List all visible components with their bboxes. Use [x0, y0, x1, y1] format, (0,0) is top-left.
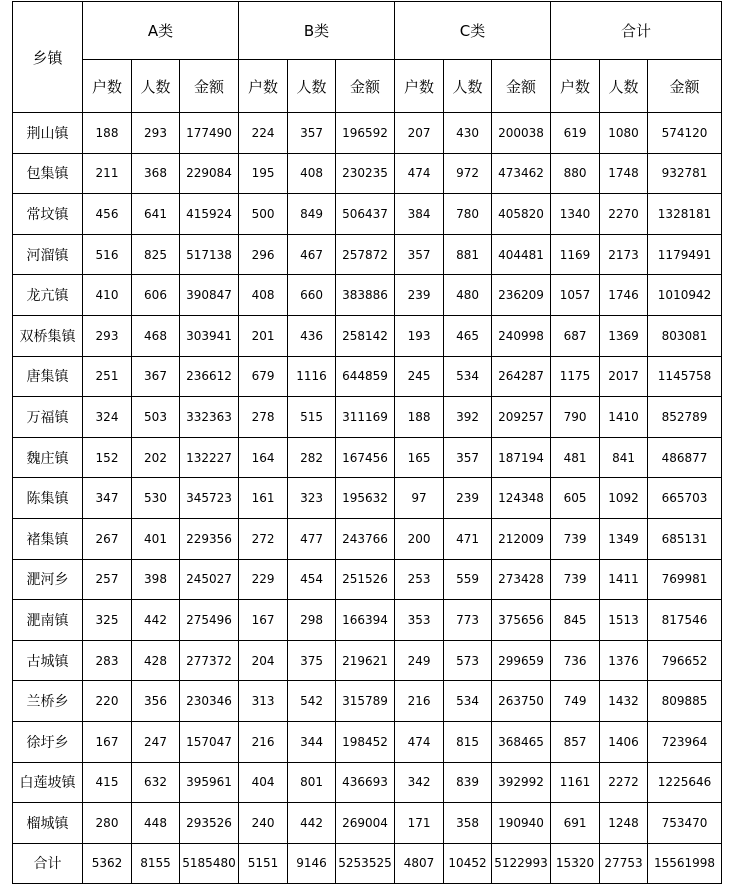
value-cell: 430 [444, 113, 492, 154]
value-cell: 303941 [180, 315, 239, 356]
table-row [13, 600, 722, 641]
value-cell: 2270 [600, 194, 648, 235]
value-cell: 881 [444, 234, 492, 275]
town-cell: 万福镇 [13, 397, 83, 438]
value-cell: 311169 [336, 397, 395, 438]
table-row [13, 762, 722, 803]
value-cell: 161 [239, 478, 288, 519]
value-cell: 606 [132, 275, 180, 316]
value-cell: 5151 [239, 843, 288, 884]
value-cell: 436693 [336, 762, 395, 803]
value-cell: 375 [288, 640, 336, 681]
value-cell: 534 [444, 681, 492, 722]
value-cell: 251526 [336, 559, 395, 600]
value-cell: 229356 [180, 518, 239, 559]
value-cell: 323 [288, 478, 336, 519]
value-cell: 619 [551, 113, 600, 154]
value-cell: 401 [132, 518, 180, 559]
value-cell: 315789 [336, 681, 395, 722]
value-cell: 27753 [600, 843, 648, 884]
value-cell: 384 [395, 194, 444, 235]
value-cell: 188 [83, 113, 132, 154]
value-cell: 468 [132, 315, 180, 356]
value-cell: 229 [239, 559, 288, 600]
town-cell: 兰桥乡 [13, 681, 83, 722]
value-cell: 253 [395, 559, 444, 600]
value-cell: 283 [83, 640, 132, 681]
value-cell: 298 [288, 600, 336, 641]
town-cell: 陈集镇 [13, 478, 83, 519]
value-cell: 1432 [600, 681, 648, 722]
header-sub-amount: 金额 [648, 60, 722, 113]
value-cell: 257872 [336, 234, 395, 275]
table-row [13, 478, 722, 519]
value-cell: 817546 [648, 600, 722, 641]
value-cell: 687 [551, 315, 600, 356]
header-sub-households: 户数 [239, 60, 288, 113]
value-cell: 229084 [180, 153, 239, 194]
value-cell: 1410 [600, 397, 648, 438]
value-cell: 324 [83, 397, 132, 438]
value-cell: 852789 [648, 397, 722, 438]
value-cell: 1248 [600, 803, 648, 844]
value-cell: 517138 [180, 234, 239, 275]
value-cell: 415924 [180, 194, 239, 235]
value-cell: 190940 [492, 803, 551, 844]
value-cell: 245 [395, 356, 444, 397]
value-cell: 2173 [600, 234, 648, 275]
value-cell: 559 [444, 559, 492, 600]
value-cell: 474 [395, 153, 444, 194]
header-group-b: B类 [239, 2, 395, 60]
value-cell: 1748 [600, 153, 648, 194]
table-row [13, 356, 722, 397]
value-cell: 342 [395, 762, 444, 803]
value-cell: 204 [239, 640, 288, 681]
value-cell: 849 [288, 194, 336, 235]
value-cell: 9146 [288, 843, 336, 884]
value-cell: 368 [132, 153, 180, 194]
value-cell: 486877 [648, 437, 722, 478]
value-cell: 1145758 [648, 356, 722, 397]
value-cell: 481 [551, 437, 600, 478]
value-cell: 398 [132, 559, 180, 600]
value-cell: 216 [239, 721, 288, 762]
value-cell: 240998 [492, 315, 551, 356]
value-cell: 216 [395, 681, 444, 722]
header-sub-people: 人数 [444, 60, 492, 113]
value-cell: 277372 [180, 640, 239, 681]
header-sub-people: 人数 [288, 60, 336, 113]
value-cell: 932781 [648, 153, 722, 194]
town-cell: 常坟镇 [13, 194, 83, 235]
value-cell: 477 [288, 518, 336, 559]
value-cell: 272 [239, 518, 288, 559]
value-cell: 157047 [180, 721, 239, 762]
value-cell: 410 [83, 275, 132, 316]
value-cell: 375656 [492, 600, 551, 641]
value-cell: 344 [288, 721, 336, 762]
value-cell: 196592 [336, 113, 395, 154]
value-cell: 448 [132, 803, 180, 844]
value-cell: 347 [83, 478, 132, 519]
value-cell: 166394 [336, 600, 395, 641]
value-cell: 212009 [492, 518, 551, 559]
value-cell: 358 [444, 803, 492, 844]
value-cell: 474 [395, 721, 444, 762]
value-cell: 1513 [600, 600, 648, 641]
value-cell: 5362 [83, 843, 132, 884]
value-cell: 2272 [600, 762, 648, 803]
table-body [13, 113, 722, 884]
header-sub-amount: 金额 [180, 60, 239, 113]
header-sub-households: 户数 [83, 60, 132, 113]
header-sub-people: 人数 [132, 60, 180, 113]
value-cell: 467 [288, 234, 336, 275]
header-row-sub [13, 60, 722, 113]
value-cell: 167 [83, 721, 132, 762]
value-cell: 357 [395, 234, 444, 275]
value-cell: 739 [551, 559, 600, 600]
value-cell: 665703 [648, 478, 722, 519]
value-cell: 845 [551, 600, 600, 641]
header-sub-households: 户数 [395, 60, 444, 113]
value-cell: 263750 [492, 681, 551, 722]
header-sub-households: 户数 [551, 60, 600, 113]
town-cell: 双桥集镇 [13, 315, 83, 356]
value-cell: 880 [551, 153, 600, 194]
value-cell: 201 [239, 315, 288, 356]
town-cell: 白莲坡镇 [13, 762, 83, 803]
table-row [13, 640, 722, 681]
value-cell: 473462 [492, 153, 551, 194]
table-row [13, 803, 722, 844]
value-cell: 392992 [492, 762, 551, 803]
value-cell: 825 [132, 234, 180, 275]
value-cell: 442 [288, 803, 336, 844]
value-cell: 188 [395, 397, 444, 438]
value-cell: 839 [444, 762, 492, 803]
value-cell: 1092 [600, 478, 648, 519]
value-cell: 299659 [492, 640, 551, 681]
value-cell: 392 [444, 397, 492, 438]
value-cell: 132227 [180, 437, 239, 478]
header-sub-people: 人数 [600, 60, 648, 113]
town-cell: 淝河乡 [13, 559, 83, 600]
value-cell: 736 [551, 640, 600, 681]
value-cell: 436 [288, 315, 336, 356]
value-cell: 515 [288, 397, 336, 438]
value-cell: 293 [132, 113, 180, 154]
table-row [13, 681, 722, 722]
value-cell: 500 [239, 194, 288, 235]
value-cell: 456 [83, 194, 132, 235]
value-cell: 164 [239, 437, 288, 478]
value-cell: 803081 [648, 315, 722, 356]
value-cell: 1010942 [648, 275, 722, 316]
value-cell: 97 [395, 478, 444, 519]
value-cell: 195 [239, 153, 288, 194]
value-cell: 293 [83, 315, 132, 356]
value-cell: 5185480 [180, 843, 239, 884]
value-cell: 247 [132, 721, 180, 762]
value-cell: 15561998 [648, 843, 722, 884]
value-cell: 632 [132, 762, 180, 803]
value-cell: 198452 [336, 721, 395, 762]
value-cell: 209257 [492, 397, 551, 438]
value-cell: 841 [600, 437, 648, 478]
value-cell: 679 [239, 356, 288, 397]
value-cell: 542 [288, 681, 336, 722]
table-row [13, 559, 722, 600]
value-cell: 167 [239, 600, 288, 641]
value-cell: 15320 [551, 843, 600, 884]
value-cell: 801 [288, 762, 336, 803]
town-cell: 徐圩乡 [13, 721, 83, 762]
town-cell: 榴城镇 [13, 803, 83, 844]
value-cell: 442 [132, 600, 180, 641]
value-cell: 275496 [180, 600, 239, 641]
value-cell: 405820 [492, 194, 551, 235]
value-cell: 367 [132, 356, 180, 397]
header-sub-amount: 金额 [336, 60, 395, 113]
town-cell: 包集镇 [13, 153, 83, 194]
town-cell: 魏庄镇 [13, 437, 83, 478]
value-cell: 224 [239, 113, 288, 154]
value-cell: 1169 [551, 234, 600, 275]
value-cell: 1161 [551, 762, 600, 803]
value-cell: 390847 [180, 275, 239, 316]
total-row [13, 843, 722, 884]
town-cell: 褚集镇 [13, 518, 83, 559]
value-cell: 187194 [492, 437, 551, 478]
value-cell: 296 [239, 234, 288, 275]
value-cell: 605 [551, 478, 600, 519]
value-cell: 202 [132, 437, 180, 478]
value-cell: 383886 [336, 275, 395, 316]
value-cell: 177490 [180, 113, 239, 154]
value-cell: 171 [395, 803, 444, 844]
value-cell: 219621 [336, 640, 395, 681]
value-cell: 1411 [600, 559, 648, 600]
value-cell: 1369 [600, 315, 648, 356]
value-cell: 454 [288, 559, 336, 600]
table-row [13, 153, 722, 194]
value-cell: 471 [444, 518, 492, 559]
value-cell: 8155 [132, 843, 180, 884]
value-cell: 1116 [288, 356, 336, 397]
data-table [12, 1, 722, 884]
value-cell: 530 [132, 478, 180, 519]
value-cell: 264287 [492, 356, 551, 397]
town-cell: 荆山镇 [13, 113, 83, 154]
value-cell: 239 [444, 478, 492, 519]
value-cell: 249 [395, 640, 444, 681]
value-cell: 404481 [492, 234, 551, 275]
value-cell: 644859 [336, 356, 395, 397]
value-cell: 240 [239, 803, 288, 844]
value-cell: 332363 [180, 397, 239, 438]
value-cell: 357 [288, 113, 336, 154]
value-cell: 230235 [336, 153, 395, 194]
table-row [13, 397, 722, 438]
value-cell: 236209 [492, 275, 551, 316]
value-cell: 124348 [492, 478, 551, 519]
value-cell: 573 [444, 640, 492, 681]
table-row [13, 518, 722, 559]
value-cell: 269004 [336, 803, 395, 844]
value-cell: 773 [444, 600, 492, 641]
town-cell: 河溜镇 [13, 234, 83, 275]
value-cell: 2017 [600, 356, 648, 397]
value-cell: 1328181 [648, 194, 722, 235]
value-cell: 1179491 [648, 234, 722, 275]
value-cell: 230346 [180, 681, 239, 722]
value-cell: 1175 [551, 356, 600, 397]
value-cell: 408 [239, 275, 288, 316]
value-cell: 5253525 [336, 843, 395, 884]
value-cell: 641 [132, 194, 180, 235]
value-cell: 243766 [336, 518, 395, 559]
value-cell: 282 [288, 437, 336, 478]
value-cell: 5122993 [492, 843, 551, 884]
value-cell: 753470 [648, 803, 722, 844]
value-cell: 211 [83, 153, 132, 194]
value-cell: 815 [444, 721, 492, 762]
value-cell: 574120 [648, 113, 722, 154]
value-cell: 195632 [336, 478, 395, 519]
town-cell: 合计 [13, 843, 83, 884]
value-cell: 1340 [551, 194, 600, 235]
value-cell: 267 [83, 518, 132, 559]
table-row [13, 234, 722, 275]
value-cell: 200 [395, 518, 444, 559]
value-cell: 356 [132, 681, 180, 722]
value-cell: 1406 [600, 721, 648, 762]
town-cell: 古城镇 [13, 640, 83, 681]
value-cell: 796652 [648, 640, 722, 681]
header-row-groups [13, 2, 722, 60]
header-group-c: C类 [395, 2, 551, 60]
value-cell: 4807 [395, 843, 444, 884]
value-cell: 739 [551, 518, 600, 559]
value-cell: 368465 [492, 721, 551, 762]
table-row [13, 437, 722, 478]
value-cell: 152 [83, 437, 132, 478]
value-cell: 10452 [444, 843, 492, 884]
value-cell: 220 [83, 681, 132, 722]
value-cell: 1080 [600, 113, 648, 154]
value-cell: 503 [132, 397, 180, 438]
value-cell: 780 [444, 194, 492, 235]
value-cell: 353 [395, 600, 444, 641]
value-cell: 345723 [180, 478, 239, 519]
value-cell: 516 [83, 234, 132, 275]
value-cell: 273428 [492, 559, 551, 600]
value-cell: 395961 [180, 762, 239, 803]
header-sub-amount: 金额 [492, 60, 551, 113]
value-cell: 236612 [180, 356, 239, 397]
value-cell: 790 [551, 397, 600, 438]
value-cell: 193 [395, 315, 444, 356]
value-cell: 313 [239, 681, 288, 722]
value-cell: 857 [551, 721, 600, 762]
value-cell: 245027 [180, 559, 239, 600]
table-row [13, 113, 722, 154]
value-cell: 325 [83, 600, 132, 641]
value-cell: 534 [444, 356, 492, 397]
value-cell: 251 [83, 356, 132, 397]
value-cell: 506437 [336, 194, 395, 235]
table-row [13, 721, 722, 762]
value-cell: 408 [288, 153, 336, 194]
value-cell: 165 [395, 437, 444, 478]
value-cell: 480 [444, 275, 492, 316]
value-cell: 280 [83, 803, 132, 844]
table-row [13, 315, 722, 356]
value-cell: 1349 [600, 518, 648, 559]
value-cell: 415 [83, 762, 132, 803]
value-cell: 258142 [336, 315, 395, 356]
value-cell: 167456 [336, 437, 395, 478]
town-cell: 淝南镇 [13, 600, 83, 641]
value-cell: 465 [444, 315, 492, 356]
value-cell: 257 [83, 559, 132, 600]
value-cell: 428 [132, 640, 180, 681]
value-cell: 200038 [492, 113, 551, 154]
table-row [13, 275, 722, 316]
value-cell: 691 [551, 803, 600, 844]
value-cell: 749 [551, 681, 600, 722]
header-group-a: A类 [83, 2, 239, 60]
value-cell: 293526 [180, 803, 239, 844]
value-cell: 809885 [648, 681, 722, 722]
header-town: 乡镇 [13, 2, 83, 113]
value-cell: 1057 [551, 275, 600, 316]
town-cell: 唐集镇 [13, 356, 83, 397]
value-cell: 357 [444, 437, 492, 478]
value-cell: 723964 [648, 721, 722, 762]
value-cell: 972 [444, 153, 492, 194]
town-cell: 龙亢镇 [13, 275, 83, 316]
table-row [13, 194, 722, 235]
value-cell: 1746 [600, 275, 648, 316]
value-cell: 660 [288, 275, 336, 316]
value-cell: 1225646 [648, 762, 722, 803]
value-cell: 1376 [600, 640, 648, 681]
value-cell: 404 [239, 762, 288, 803]
value-cell: 207 [395, 113, 444, 154]
header-group-total: 合计 [551, 2, 722, 60]
value-cell: 769981 [648, 559, 722, 600]
value-cell: 278 [239, 397, 288, 438]
value-cell: 685131 [648, 518, 722, 559]
value-cell: 239 [395, 275, 444, 316]
